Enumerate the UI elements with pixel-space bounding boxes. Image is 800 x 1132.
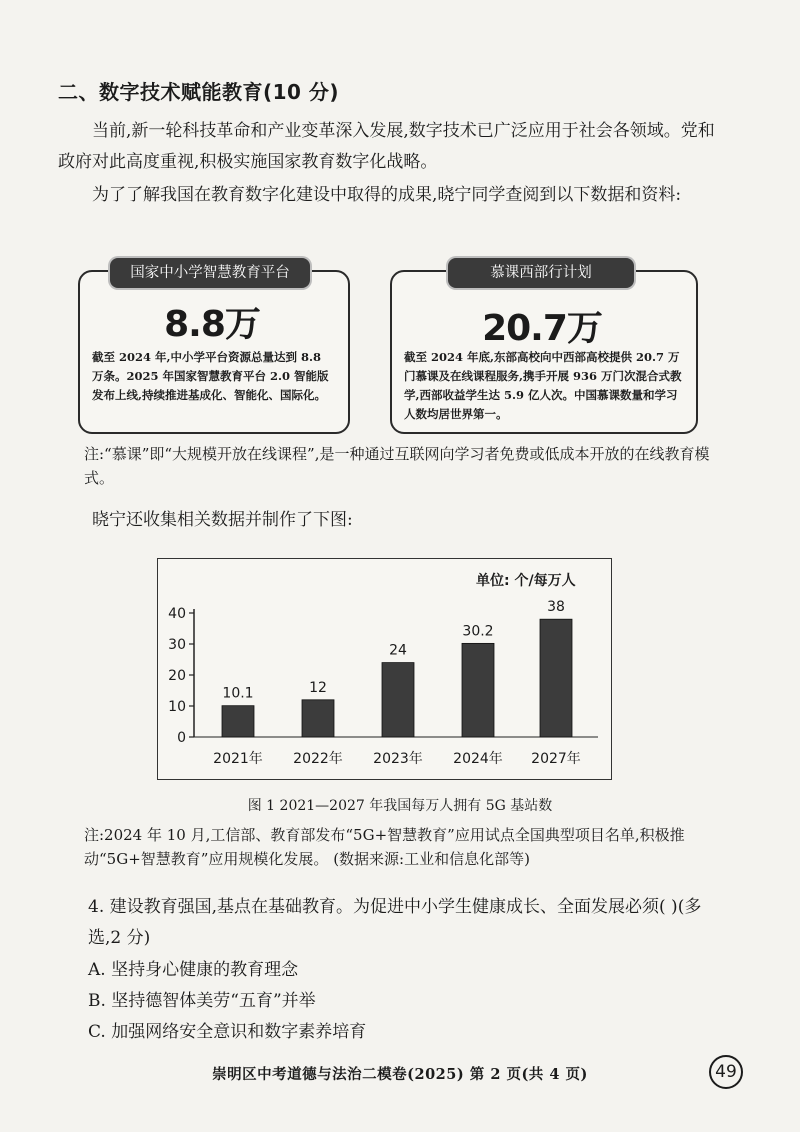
bar (222, 706, 254, 737)
chart-caption: 图 1 2021—2027 年我国每万人拥有 5G 基站数 (247, 798, 553, 814)
bar-value-label: 24 (389, 642, 407, 659)
bar-value-label: 12 (309, 679, 327, 696)
section-title: 二、数字技术赋能教育(10 分) (58, 80, 340, 104)
card-text-platform: 截至 2024 年,中小学平台资源总量达到 8.8 万条。2025 年国家智慧教育平台 2.0 智能版发布上线,持续推进基成化、智能化、国际化。 (92, 350, 329, 402)
card-text-mooc: 截至 2024 年底,东部高校向中西部高校提供 20.7 万门慕课及在线课程服务,携手开展 936 万门次混合式教学,西部收益学生达 5.9 亿人次。中国慕课数量和学习人数均居世界第一。 (404, 350, 682, 421)
option-a[interactable]: A. 坚持身心健康的教育理念 (88, 960, 299, 980)
intro-paragraph: 当前,新一轮科技革命和产业变革深入发展,数字技术已广泛应用于社会各领域。党和政府对此高度重视,积极实施国家教育数字化战略。 (58, 121, 715, 172)
note-5g: 注:2024 年 10 月,工信部、教育部发布“5G+智慧教育”应用试点全国典型项目名单,积极推动“5G+智慧教育”应用规模化发展。 (数据来源:工业和信息化部等) (84, 826, 685, 868)
y-tick-label: 0 (177, 730, 186, 746)
bar (462, 643, 494, 737)
page-number-badge: 49 (709, 1055, 743, 1089)
x-tick-label: 2027年 (531, 751, 581, 767)
card-tab-platform: 国家中小学智慧教育平台 (110, 258, 310, 288)
card-big-number-platform: 8.8万 (164, 304, 260, 345)
y-tick-label: 20 (168, 668, 186, 684)
x-tick-label: 2023年 (373, 751, 423, 767)
chart-intro: 晓宁还收集相关数据并制作了下图: (92, 510, 353, 530)
bar-value-label: 38 (547, 599, 565, 616)
y-tick-label: 30 (168, 637, 186, 653)
bar-chart (158, 559, 611, 779)
note-mooc: 注:“慕课”即“大规模开放在线课程”,是一种通过互联网向学习者免费或低成本开放的在线教育模式。 (84, 445, 710, 487)
bar (540, 619, 572, 737)
bar (382, 663, 414, 737)
x-tick-label: 2021年 (213, 751, 263, 767)
bar-value-label: 10.1 (222, 685, 254, 702)
option-c[interactable]: C. 加强网络安全意识和数字素养培育 (88, 1022, 367, 1042)
question-4: 4. 建设教育强国,基点在基础教育。为促进中小学生健康成长、全面发展必须( )(多选,2 分) (88, 897, 702, 948)
card-tab-mooc: 慕课西部行计划 (448, 258, 634, 288)
chart-frame (157, 558, 612, 780)
bar (302, 700, 334, 737)
card-big-number-mooc: 20.7万 (482, 308, 602, 349)
page-footer: 崇明区中考道德与法治二模卷(2025) 第 2 页(共 4 页) (212, 1066, 588, 1083)
x-tick-label: 2022年 (293, 751, 343, 767)
chart-unit-label: 单位: 个/每万人 (476, 573, 576, 589)
y-tick-label: 10 (168, 699, 186, 715)
option-b[interactable]: B. 坚持德智体美劳“五育”并举 (88, 991, 316, 1011)
bar-value-label: 30.2 (462, 623, 494, 640)
intro-paragraph-2: 为了了解我国在教育数字化建设中取得的成果,晓宁同学查阅到以下数据和资料: (92, 185, 682, 205)
y-tick-label: 40 (168, 606, 186, 622)
x-tick-label: 2024年 (453, 751, 503, 767)
